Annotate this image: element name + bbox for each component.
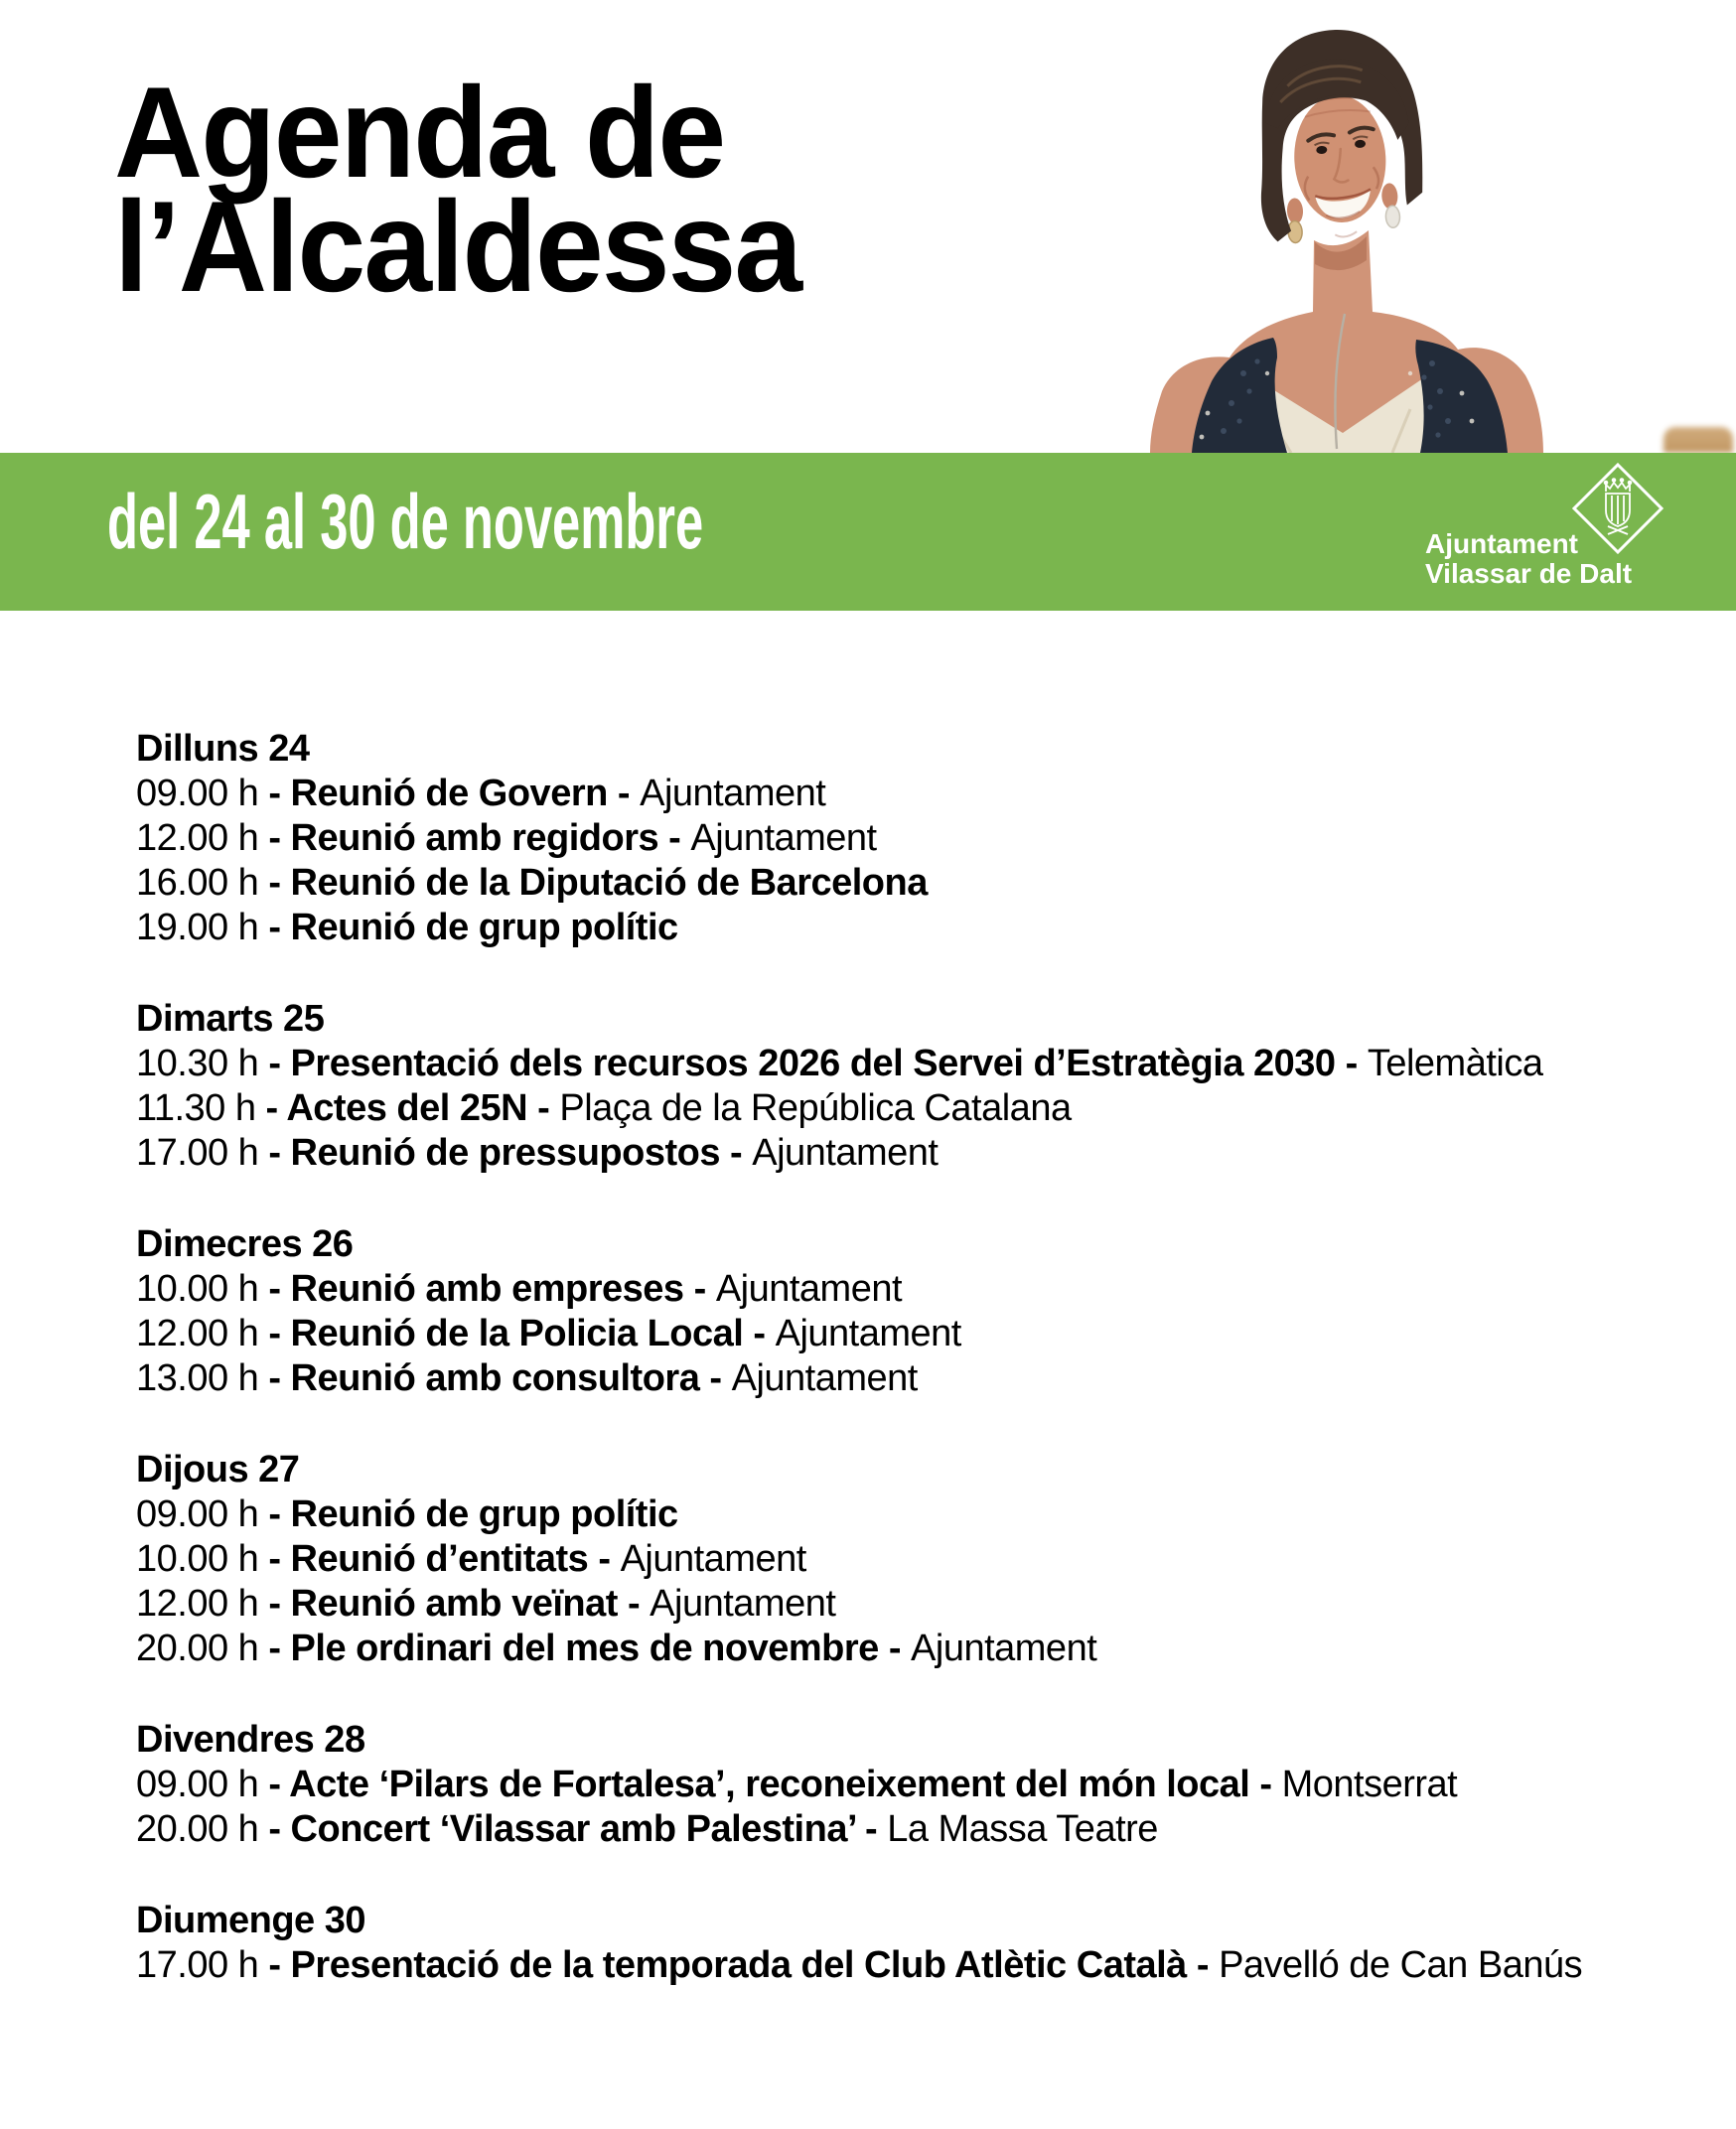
agenda-event: [136, 1131, 1715, 1176]
event-time: 10.30 h: [136, 1043, 269, 1084]
ajuntament-logo: [1425, 453, 1736, 611]
day-events: [136, 1267, 1715, 1401]
agenda-event: [136, 1267, 1715, 1312]
page-title-line1: Agenda de: [114, 60, 725, 205]
day-section: [136, 727, 1715, 950]
event-title: - Reunió de grup polític: [268, 1493, 678, 1535]
event-location: Plaça de la República Catalana: [559, 1087, 1072, 1129]
event-time: 13.00 h: [136, 1357, 269, 1399]
event-location: Ajuntament: [620, 1538, 806, 1580]
event-location: Ajuntament: [640, 773, 826, 814]
event-time: 12.00 h: [136, 817, 269, 859]
week-range-text: del 24 al 30 de novembre: [107, 478, 704, 565]
event-title: - Reunió de Govern -: [268, 773, 641, 814]
mayor-photo: [1112, 24, 1569, 453]
agenda-event: [136, 1763, 1715, 1807]
page-title-line2: l’Alcaldessa: [114, 174, 801, 319]
day-section: [136, 997, 1715, 1176]
mayor-body: [1150, 230, 1543, 453]
event-title: - Reunió de pressupostos -: [268, 1132, 753, 1174]
event-title: - Reunió amb empreses -: [268, 1268, 716, 1310]
agenda-list: [136, 727, 1715, 1988]
agenda-event: [136, 816, 1715, 861]
agenda-event: [136, 1582, 1715, 1627]
event-title: - Reunió amb veïnat -: [268, 1583, 651, 1625]
event-location: Ajuntament: [650, 1583, 836, 1625]
page-title: [114, 60, 801, 319]
day-heading: Dijous 27: [136, 1449, 300, 1490]
event-time: 20.00 h: [136, 1628, 269, 1669]
event-title: - Reunió d’entitats -: [268, 1538, 621, 1580]
week-banner: [0, 453, 1736, 611]
event-title: - Acte ‘Pilars de Fortalesa’, reconeixement del món local -: [268, 1764, 1282, 1805]
mayor-head: [1252, 26, 1426, 244]
event-location: Ajuntament: [775, 1313, 961, 1354]
event-location: Montserrat: [1281, 1764, 1458, 1805]
day-section: [136, 1448, 1715, 1671]
event-location: Telemàtica: [1367, 1043, 1543, 1084]
agenda-event: [136, 1492, 1715, 1537]
logo-line2: Vilassar de Dalt: [1425, 558, 1633, 589]
day-heading: Dimecres 26: [136, 1223, 354, 1265]
photo-background-object: [1664, 427, 1733, 453]
event-time: 12.00 h: [136, 1313, 269, 1354]
day-heading: Dimarts 25: [136, 998, 325, 1040]
day-heading: Divendres 28: [136, 1719, 365, 1761]
event-location: Ajuntament: [731, 1357, 918, 1399]
event-title: - Actes del 25N -: [265, 1087, 560, 1129]
ajuntament-logo-text: [1425, 529, 1632, 589]
event-location: Ajuntament: [752, 1132, 939, 1174]
event-title: - Presentació dels recursos 2026 del Servei d’Estratègia 2030 -: [268, 1043, 1368, 1084]
agenda-event: [136, 1627, 1715, 1671]
event-location: Ajuntament: [715, 1268, 903, 1310]
event-time: 16.00 h: [136, 862, 269, 904]
event-time: 17.00 h: [136, 1132, 269, 1174]
earring-right: [1385, 206, 1400, 228]
event-title: - Concert ‘Vilassar amb Palestina’ -: [268, 1808, 888, 1850]
event-title: - Reunió amb regidors -: [268, 817, 691, 859]
event-title: - Reunió amb consultora -: [268, 1357, 732, 1399]
event-time: 11.30 h: [136, 1087, 266, 1129]
agenda-event: [136, 861, 1715, 906]
agenda-event: [136, 906, 1715, 950]
event-time: 09.00 h: [136, 773, 269, 814]
event-location: Ajuntament: [911, 1628, 1097, 1669]
event-time: 10.00 h: [136, 1268, 269, 1310]
agenda-event: [136, 1312, 1715, 1356]
event-time: 17.00 h: [136, 1944, 269, 1986]
event-title: - Presentació de la temporada del Club Atlètic Català -: [268, 1944, 1220, 1986]
event-location: Pavelló de Can Banús: [1219, 1944, 1583, 1986]
event-location: La Massa Teatre: [887, 1808, 1158, 1850]
agenda-event: [136, 1537, 1715, 1582]
day-heading: Dilluns 24: [136, 728, 310, 770]
day-events: [136, 1042, 1715, 1176]
event-time: 09.00 h: [136, 1493, 269, 1535]
agenda-event: [136, 1086, 1715, 1131]
day-section: [136, 1718, 1715, 1852]
agenda-event: [136, 1042, 1715, 1086]
agenda-event: [136, 1807, 1715, 1852]
event-time: 12.00 h: [136, 1583, 269, 1625]
event-time: 19.00 h: [136, 907, 269, 948]
day-events: [136, 1492, 1715, 1671]
event-title: - Reunió de la Diputació de Barcelona: [268, 862, 928, 904]
event-time: 20.00 h: [136, 1808, 269, 1850]
event-title: - Reunió de grup polític: [268, 907, 678, 948]
event-title: - Reunió de la Policia Local -: [268, 1313, 776, 1354]
agenda-event: [136, 1943, 1715, 1988]
day-section: [136, 1222, 1715, 1401]
day-heading: Diumenge 30: [136, 1900, 366, 1941]
day-section: [136, 1899, 1715, 1988]
day-events: [136, 1763, 1715, 1852]
event-time: 09.00 h: [136, 1764, 269, 1805]
event-title: - Ple ordinari del mes de novembre -: [268, 1628, 912, 1669]
logo-line1: Ajuntament: [1425, 528, 1578, 559]
event-time: 10.00 h: [136, 1538, 269, 1580]
day-events: [136, 772, 1715, 950]
event-location: Ajuntament: [690, 817, 877, 859]
agenda-event: [136, 1356, 1715, 1401]
agenda-event: [136, 772, 1715, 816]
day-events: [136, 1943, 1715, 1988]
